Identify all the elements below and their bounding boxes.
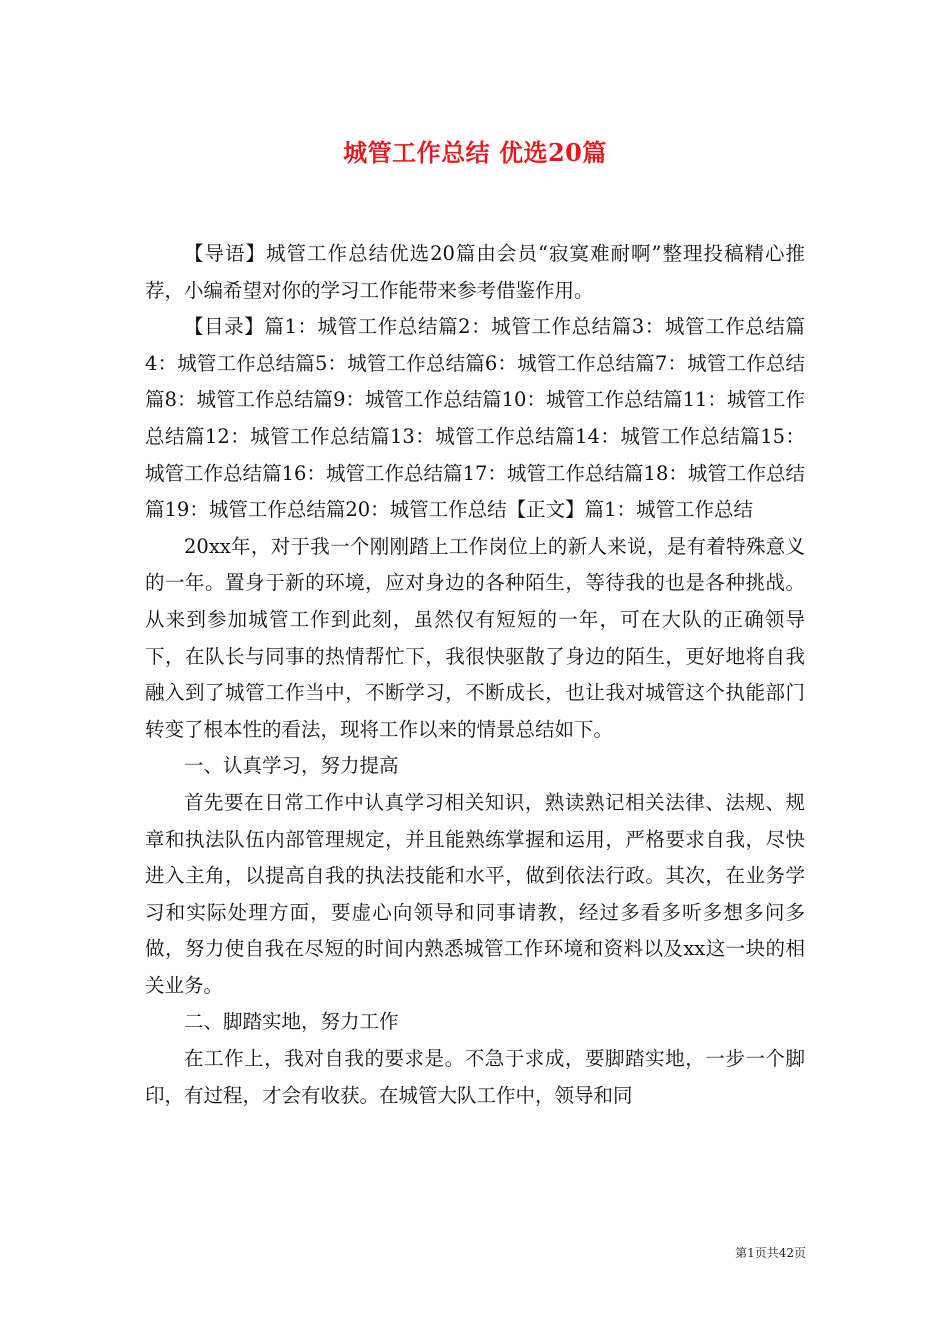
intro-paragraph: 【导语】城管工作总结优选20篇由会员“寂寞难耐啊”整理投稿精心推荐，小编希望对你的学习工作能带来参考借鉴作用。 [145,242,805,302]
body-paragraph: 20xx年，对于我一个刚刚踏上工作岗位上的新人来说，是有着特殊意义的一年。置身于新的环境，应对身边的各种陌生，等待我的也是各种挑战。从来到参加城管工作到此刻，虽然仅有短短的一年，可在大队的正确领导下，在队长与同事的热情帮忙下，我很快驱散了身边的陌生，更好地将自我融入到了城管工作当中，不断学习，不断成长，也让我对城管这个执能部门转变了根本性的看法，现将工作以来的情景总结如下。 [145,534,805,741]
section-heading: 二、脚踏实地，努力工作 [184,1010,399,1034]
document-body [145,236,805,1114]
body-paragraph: 在工作上，我对自我的要求是。不急于求成，要脚踏实地，一步一个脚印，有过程，才会有收获。在城管大队工作中，领导和同 [145,1047,805,1107]
toc-paragraph: 【目录】篇1：城管工作总结篇2：城管工作总结篇3：城管工作总结篇4：城管工作总结篇5：城管工作总结篇6：城管工作总结篇7：城管工作总结篇8：城管工作总结篇9：城管工作总结篇10：城管工作总结篇11：城管工作总结篇12：城管工作总结篇13：城管工作总结篇14：城管工作总结篇15：城管工作总结篇16：城管工作总结篇17：城管工作总结篇18：城管工作总结篇19：城管工作总结篇20：城管工作总结【正文】篇1：城管工作总结 [145,315,805,522]
body-paragraph: 首先要在日常工作中认真学习相关知识，熟读熟记相关法律、法规、规章和执法队伍内部管理规定，并且能熟练掌握和运用，严格要求自我，尽快进入主角，以提高自我的执法技能和水平，做到依法行政。其次，在业务学习和实际处理方面，要虚心向领导和同事请教，经过多看多听多想多问多做，努力使自我在尽短的时间内熟悉城管工作环境和资料以及xx这一块的相关业务。 [145,790,805,997]
page-number-footer: 第1页共42页 [735,1246,806,1260]
document-title: 城管工作总结 优选20篇 [343,138,607,167]
section-heading: 一、认真学习，努力提高 [184,754,399,778]
